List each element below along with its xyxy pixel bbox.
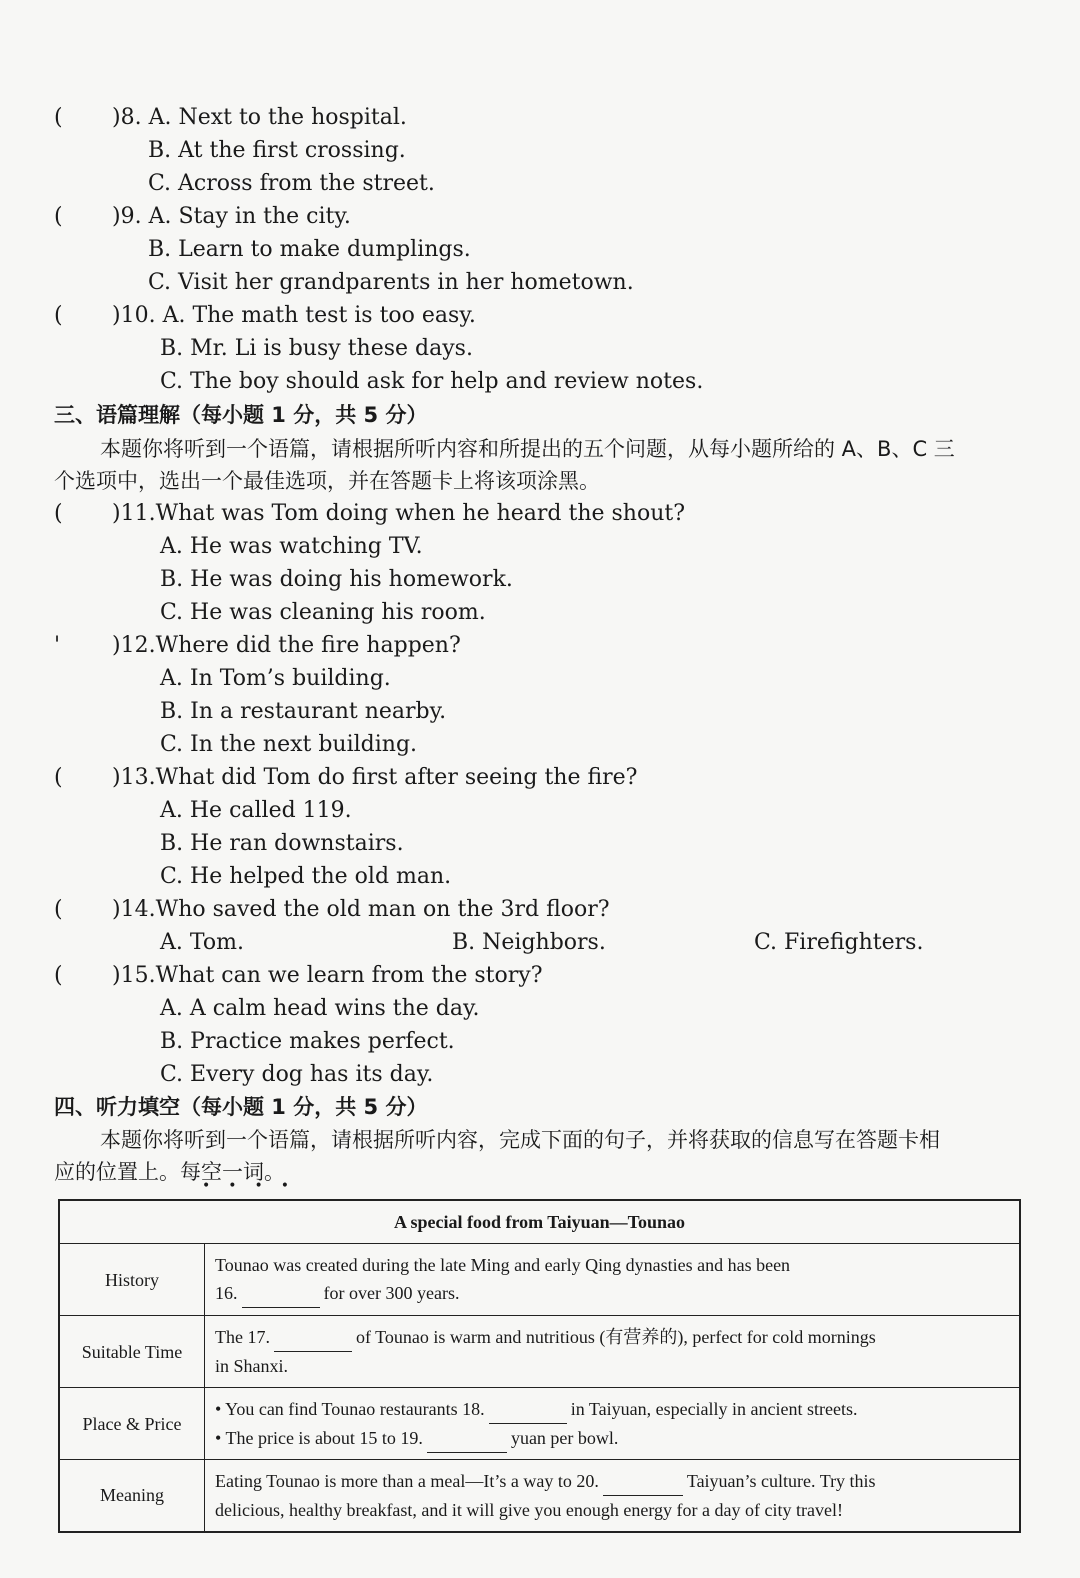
- answer-paren: (: [54, 963, 63, 988]
- question-number: )13.: [112, 765, 156, 790]
- option-c: C. Across from the street.: [148, 171, 435, 196]
- meaning-text: Eating Tounao is more than a meal—It’s a way to 20.: [215, 1470, 599, 1491]
- row-meaning: [205, 1460, 1021, 1532]
- blank-number: The 17.: [215, 1327, 270, 1347]
- blank-20[interactable]: [603, 1467, 683, 1496]
- section-4-instruction: 本题你将听到一个语篇，请根据所听内容，完成下面的句子，并将获取的信息写在答题卡相: [100, 1128, 940, 1152]
- section-3-title: 三、语篇理解（每小题 1 分，共 5 分）: [54, 403, 428, 427]
- answer-paren: ': [54, 633, 61, 658]
- question-number: )15.: [112, 963, 156, 988]
- row-place: [205, 1388, 1021, 1460]
- question-8: [112, 103, 407, 133]
- question-text: What did Tom do first after seeing the fire?: [155, 765, 638, 790]
- question-text: Who saved the old man on the 3rd floor?: [155, 897, 610, 922]
- option-b: B. Neighbors.: [452, 930, 606, 955]
- answer-paren: (: [54, 897, 63, 922]
- blank-number: 16.: [215, 1283, 238, 1303]
- section-3-instruction: 本题你将听到一个语篇，请根据所听内容和所提出的五个问题，从每小题所给的 A、B、C 三: [100, 437, 955, 461]
- blank-16[interactable]: [242, 1279, 320, 1308]
- option-b: B. At the first crossing.: [148, 138, 406, 163]
- option-a: A. In Tom’s building.: [160, 666, 391, 691]
- question-text: What can we learn from the story?: [155, 963, 543, 988]
- emphasis-dots: ••••: [202, 1178, 308, 1194]
- meaning-text: delicious, healthy breakfast, and it will give you enough energy for a day of city travel!: [215, 1499, 843, 1520]
- question-text: Where did the fire happen?: [155, 633, 461, 658]
- answer-paren: (: [54, 204, 63, 229]
- option-b: B. In a restaurant nearby.: [160, 699, 447, 724]
- option-b: B. Learn to make dumplings.: [148, 237, 471, 262]
- answer-paren: (: [54, 303, 63, 328]
- meaning-text: Taiyuan’s culture. Try this: [686, 1470, 876, 1491]
- time-text: of Tounao is warm and nutritious (有营养的), perfect for cold mornings: [355, 1327, 876, 1347]
- price-text: • The price is about 15 to 19.: [215, 1427, 423, 1448]
- blank-17[interactable]: [274, 1323, 352, 1352]
- option-a: A. Stay in the city.: [148, 204, 351, 229]
- time-text: in Shanxi.: [215, 1356, 289, 1376]
- option-b: B. He ran downstairs.: [160, 831, 404, 856]
- option-a: A. The math test is too easy.: [162, 303, 476, 328]
- option-c: C. In the next building.: [160, 732, 418, 757]
- question-number: )9.: [112, 204, 142, 229]
- option-a: A. A calm head wins the day.: [160, 996, 480, 1021]
- place-text: • You can find Tounao restaurants 18.: [215, 1398, 485, 1419]
- row-label-place: Place & Price: [59, 1388, 205, 1460]
- question-14: [112, 895, 610, 925]
- option-c: C. Every dog has its day.: [160, 1062, 434, 1087]
- option-c: C. Firefighters.: [754, 930, 924, 955]
- place-text: in Taiyuan, especially in ancient streets.: [570, 1398, 858, 1419]
- history-text: for over 300 years.: [323, 1283, 460, 1303]
- option-a: A. He called 119.: [160, 798, 352, 823]
- question-number: )10.: [112, 303, 156, 328]
- option-b: B. Mr. Li is busy these days.: [160, 336, 473, 361]
- question-15: [112, 961, 543, 991]
- question-text: What was Tom doing when he heard the shout?: [155, 501, 686, 526]
- question-9: [112, 202, 351, 232]
- row-label-time: Suitable Time: [59, 1316, 205, 1388]
- question-number: )14.: [112, 897, 156, 922]
- option-b: B. He was doing his homework.: [160, 567, 513, 592]
- answer-paren: (: [54, 501, 63, 526]
- blank-19[interactable]: [427, 1424, 507, 1453]
- history-text: Tounao was created during the late Ming and early Qing dynasties and has been: [215, 1255, 791, 1275]
- option-a: A. Next to the hospital.: [148, 105, 407, 130]
- option-a: A. He was watching TV.: [160, 534, 423, 559]
- question-number: )12.: [112, 633, 156, 658]
- row-time: [205, 1316, 1021, 1388]
- option-c: C. He helped the old man.: [160, 864, 452, 889]
- option-a: A. Tom.: [160, 930, 244, 955]
- blank-18[interactable]: [489, 1395, 567, 1424]
- info-table: [58, 1199, 1021, 1533]
- row-history: [205, 1244, 1021, 1316]
- question-number: )8.: [112, 105, 142, 130]
- option-c: C. Visit her grandparents in her hometown.: [148, 270, 634, 295]
- question-number: )11.: [112, 501, 156, 526]
- question-11: [112, 499, 685, 529]
- section-4-instruction: 应的位置上。每空一词。: [54, 1160, 285, 1184]
- row-label-history: History: [59, 1244, 205, 1316]
- answer-paren: (: [54, 105, 63, 130]
- option-c: C. The boy should ask for help and review notes.: [160, 369, 704, 394]
- question-10: [112, 301, 476, 331]
- table-title: A special food from Taiyuan—Tounao: [59, 1200, 1020, 1244]
- answer-paren: (: [54, 765, 63, 790]
- question-12: [112, 631, 461, 661]
- option-b: B. Practice makes perfect.: [160, 1029, 455, 1054]
- price-text: yuan per bowl.: [510, 1427, 619, 1448]
- option-c: C. He was cleaning his room.: [160, 600, 486, 625]
- question-13: [112, 763, 637, 793]
- section-3-instruction: 个选项中，选出一个最佳选项，并在答题卡上将该项涂黑。: [54, 469, 600, 493]
- section-4-title: 四、听力填空（每小题 1 分，共 5 分）: [54, 1095, 428, 1119]
- row-label-meaning: Meaning: [59, 1460, 205, 1532]
